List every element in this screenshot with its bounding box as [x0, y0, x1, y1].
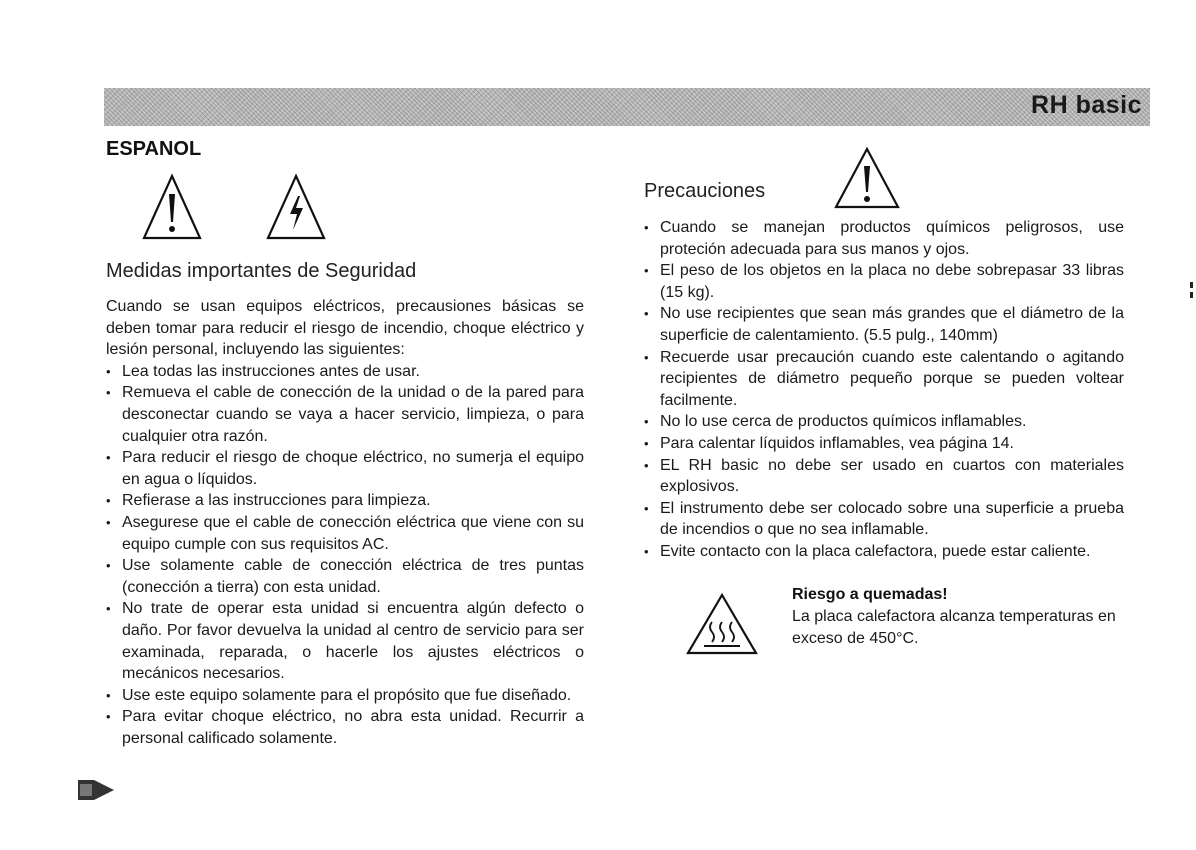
list-item: • Recuerde usar precaución cuando este calentando o agitando recipientes de diámetro pequeño porque se pueden voltear facilmente. [644, 347, 1124, 412]
safety-section [106, 296, 584, 749]
safety-list [106, 361, 584, 750]
list-item: • Use este equipo solamente para el propósito que fue diseñado. [106, 685, 584, 707]
precautions-list [644, 217, 1124, 563]
brand-label: RH basic [1031, 91, 1142, 119]
list-item: • Use solamente cable de conección eléctrica de tres puntas (conección a tierra) con esta unidad. [106, 555, 584, 598]
electric-hazard-icon [262, 172, 332, 242]
list-item: • Remueva el cable de conección de la unidad o de la pared para desconectar cuando se vaya a hacer servicio, limpieza, o para cualquier otra razón. [106, 382, 584, 447]
list-item: • No use recipientes que sean más grandes que el diámetro de la superficie de calentamiento. (5.5 pulg., 140mm) [644, 303, 1124, 346]
language-heading: ESPANOL [106, 138, 202, 160]
header-band [104, 88, 1150, 126]
list-item: • Evite contacto con la placa calefactora, puede estar caliente. [644, 541, 1124, 563]
safety-intro: Cuando se usan equipos eléctricos, precausiones básicas se deben tomar para reducir el riesgo de incendio, choque eléctrico y lesión personal, incluyendo las siguientes: [106, 298, 584, 359]
list-item: • No lo use cerca de productos químicos inflamables. [644, 411, 1124, 433]
list-item: • No trate de operar esta unidad si encuentra algún defecto o daño. Por favor devuelva la unidad al centro de servicio para ser examinada, reparada, o hacerle los ajustes eléctricos o mecánicos necesarios. [106, 598, 584, 684]
precautions-title: Precauciones [644, 180, 766, 202]
hot-surface-icon [684, 592, 760, 656]
list-item: • Refierase a las instrucciones para limpieza. [106, 490, 584, 512]
list-item: • EL RH basic no debe ser usado en cuartos con materiales explosivos. [644, 455, 1124, 498]
list-item: • El instrumento debe ser colocado sobre una superficie a prueba de incendios o que no sea inflamable. [644, 498, 1124, 541]
list-item: • Lea todas las instrucciones antes de usar. [106, 361, 584, 383]
safety-title: Medidas importantes de Seguridad [106, 260, 417, 282]
list-item: • Cuando se manejan productos químicos peligrosos, use proteción adecuada para sus manos y ojos. [644, 217, 1124, 260]
list-item: • Para reducir el riesgo de choque eléctrico, no sumerja el equipo en agua o líquidos. [106, 447, 584, 490]
list-item: • El peso de los objetos en la placa no debe sobrepasar 33 libras (15 kg). [644, 260, 1124, 303]
list-item: • Para evitar choque eléctrico, no abra esta unidad. Recurrir a personal calificado solamente. [106, 706, 584, 749]
warning-icon [832, 146, 902, 210]
burn-warning-text: La placa calefactora alcanza temperaturas en exceso de 450°C. [792, 608, 1116, 647]
list-item: • Para calentar líquidos inflamables, vea página 14. [644, 433, 1124, 455]
list-item: • Asegurese que el cable de conección eléctrica que viene con su equipo cumple con sus requisitos AC. [106, 512, 584, 555]
precautions-section [644, 217, 1124, 563]
page-arrow-icon [76, 776, 118, 804]
burn-warning-title: Riesgo a quemadas! [792, 586, 948, 603]
edge-mark [1190, 282, 1193, 300]
